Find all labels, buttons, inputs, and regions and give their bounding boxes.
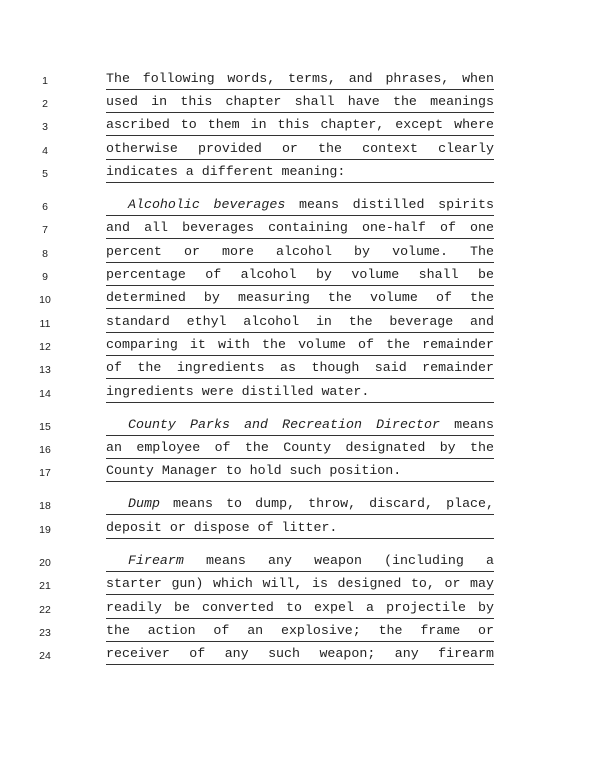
line-number: 13 xyxy=(39,364,51,376)
line-number: 1 xyxy=(42,75,48,87)
line-text xyxy=(106,163,494,183)
line-text xyxy=(106,313,494,333)
document-line xyxy=(0,116,600,138)
line-number: 4 xyxy=(42,145,48,157)
line-body: readily be converted to expel a projectile by xyxy=(106,600,494,615)
line-body: County Manager to hold such position. xyxy=(106,463,402,478)
line-text xyxy=(106,622,494,642)
line-number: 18 xyxy=(39,500,51,512)
line-number: 15 xyxy=(39,421,51,433)
line-body: means xyxy=(439,417,494,432)
line-body: the action of an explosive; the frame or xyxy=(106,623,494,638)
line-body: and all beverages containing one-half of one xyxy=(106,220,494,235)
line-body: ascribed to them in this chapter, except where xyxy=(106,117,494,132)
document-line xyxy=(0,622,600,644)
document-line xyxy=(0,93,600,115)
line-text xyxy=(106,196,494,216)
line-text xyxy=(106,336,494,356)
line-body: means any weapon (including a xyxy=(183,553,494,568)
line-body: determined by measuring the volume of the xyxy=(106,290,494,305)
line-body: an employee of the County designated by the xyxy=(106,440,494,455)
line-number: 3 xyxy=(42,121,48,133)
line-number: 23 xyxy=(39,627,51,639)
line-body: deposit or dispose of litter. xyxy=(106,520,338,535)
line-body: of the ingredients as though said remainder xyxy=(106,360,494,375)
document-line xyxy=(0,645,600,667)
line-text xyxy=(106,645,494,665)
line-number: 11 xyxy=(39,318,51,330)
line-number: 22 xyxy=(39,604,51,616)
defined-term: Dump xyxy=(128,496,160,511)
line-number: 9 xyxy=(42,271,48,283)
line-number: 7 xyxy=(42,224,48,236)
document-line xyxy=(0,416,600,438)
line-text xyxy=(106,243,494,263)
document-line xyxy=(0,336,600,358)
defined-term: County Parks and Recreation Director xyxy=(128,417,440,432)
line-body: percentage of alcohol by volume shall be xyxy=(106,267,494,282)
document-line xyxy=(0,552,600,574)
line-number: 14 xyxy=(39,388,51,400)
defined-term: Firearm xyxy=(128,553,184,568)
document-line xyxy=(0,243,600,265)
line-body: percent or more alcohol by volume. The xyxy=(106,244,494,259)
document-line xyxy=(0,575,600,597)
line-number: 5 xyxy=(42,168,48,180)
document-line xyxy=(0,462,600,484)
line-text xyxy=(106,289,494,309)
defined-term: Alcoholic beverages xyxy=(128,197,286,212)
line-body: ingredients were distilled water. xyxy=(106,384,370,399)
line-text xyxy=(106,359,494,379)
line-text xyxy=(106,519,494,539)
line-body: indicates a different meaning: xyxy=(106,164,346,179)
line-text xyxy=(106,599,494,619)
line-number: 10 xyxy=(39,294,51,306)
line-text xyxy=(106,70,494,90)
line-body: means to dump, throw, discard, place, xyxy=(159,496,494,511)
document-line xyxy=(0,519,600,541)
line-body: comparing it with the volume of the remainder xyxy=(106,337,494,352)
line-body: The following words, terms, and phrases, when xyxy=(106,71,494,86)
line-text xyxy=(106,439,494,459)
document-line xyxy=(0,196,600,218)
line-text xyxy=(106,116,494,136)
line-text xyxy=(106,575,494,595)
line-text xyxy=(106,219,494,239)
document-line xyxy=(0,439,600,461)
line-text xyxy=(106,266,494,286)
document-line xyxy=(0,599,600,621)
line-body: used in this chapter shall have the meanings xyxy=(106,94,494,109)
line-text xyxy=(106,495,494,515)
line-number: 2 xyxy=(42,98,48,110)
document-line xyxy=(0,383,600,405)
document-line xyxy=(0,163,600,185)
document-line xyxy=(0,495,600,517)
line-number: 17 xyxy=(39,467,51,479)
document-line xyxy=(0,359,600,381)
document-line xyxy=(0,289,600,311)
line-text xyxy=(106,140,494,160)
line-body: standard ethyl alcohol in the beverage and xyxy=(106,314,494,329)
line-text xyxy=(106,383,494,403)
line-body: means distilled spirits xyxy=(285,197,494,212)
line-text xyxy=(106,462,494,482)
line-text xyxy=(106,416,494,436)
document-line xyxy=(0,313,600,335)
line-body: receiver of any such weapon; any firearm xyxy=(106,646,494,661)
line-number: 8 xyxy=(42,248,48,260)
line-number: 12 xyxy=(39,341,51,353)
line-body: starter gun) which will, is designed to, or may xyxy=(106,576,494,591)
line-number: 24 xyxy=(39,650,51,662)
line-number: 16 xyxy=(39,444,51,456)
line-body: otherwise provided or the context clearly xyxy=(106,141,494,156)
line-text xyxy=(106,93,494,113)
line-number: 19 xyxy=(39,524,51,536)
document-line xyxy=(0,140,600,162)
document-line xyxy=(0,70,600,92)
line-number: 20 xyxy=(39,557,51,569)
line-number: 6 xyxy=(42,201,48,213)
line-text xyxy=(106,552,494,572)
line-number: 21 xyxy=(39,580,51,592)
document-line xyxy=(0,219,600,241)
document-line xyxy=(0,266,600,288)
